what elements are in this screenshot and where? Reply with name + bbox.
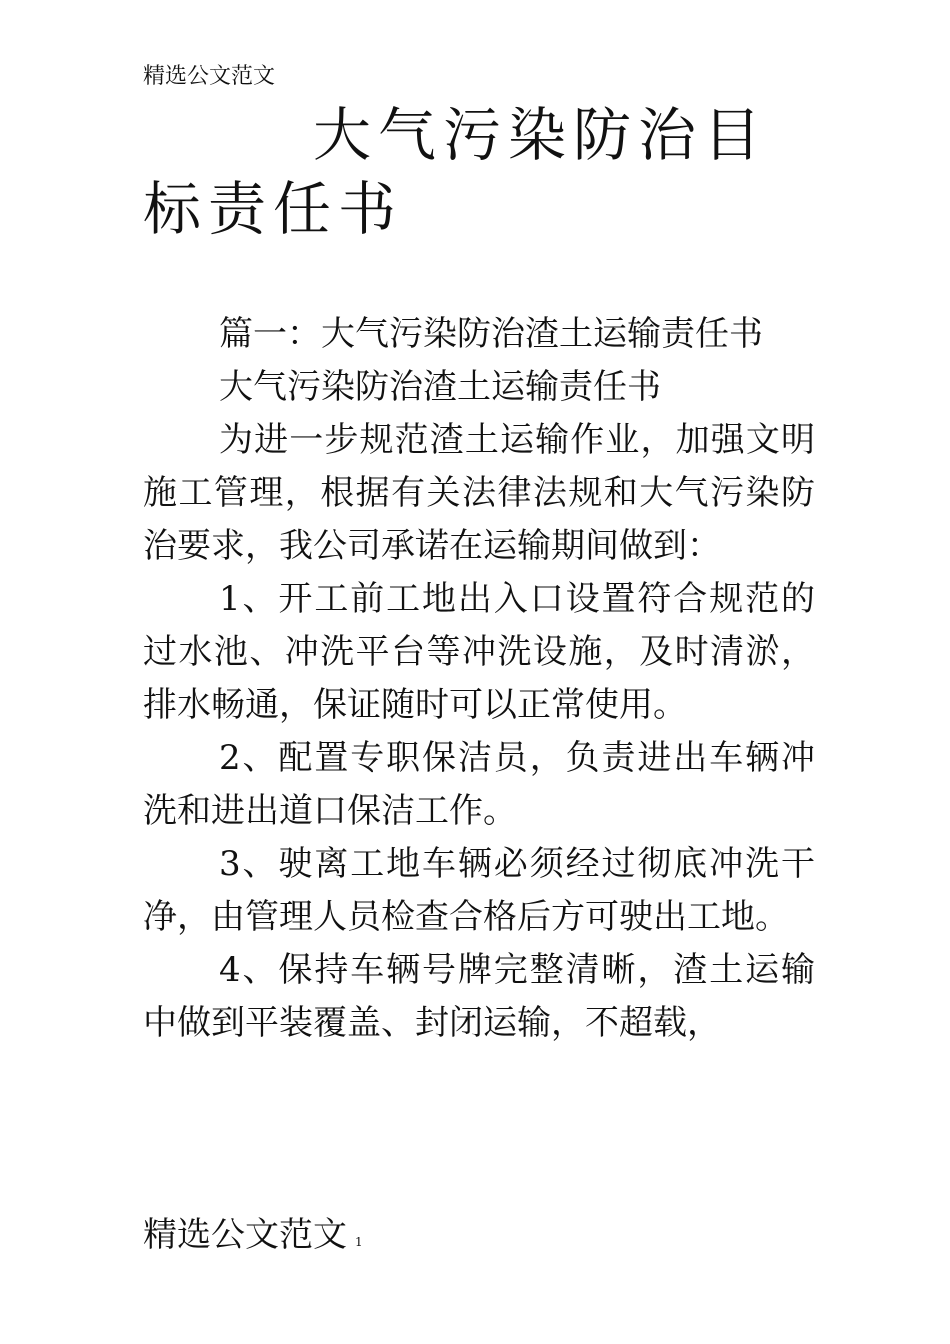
- section-heading: 篇一：大气污染防治渣土运输责任书: [219, 314, 763, 354]
- subsection-title: 大气污染防治渣土运输责任书: [219, 367, 661, 407]
- intro-paragraph: 为进一步规范渣土运输作业，加强文明施工管理，根据有关法律法规和大气污染防治要求，我公司承诺在运输期间做到：: [143, 420, 815, 566]
- clause-4: 4、保持车辆号牌完整清晰，渣土运输中做到平装覆盖、封闭运输，不超载，: [143, 950, 815, 1043]
- page-header: 精选公文范文: [143, 64, 276, 89]
- footer-label: 精选公文范文: [143, 1215, 347, 1255]
- page-footer: [143, 1211, 363, 1266]
- clause-3: 3、驶离工地车辆必须经过彻底冲洗干净，由管理人员检查合格后方可驶出工地。: [143, 844, 815, 937]
- page-number: 1: [355, 1235, 363, 1249]
- clause-2: 2、配置专职保洁员，负责进出车辆冲洗和进出道口保洁工作。: [143, 738, 815, 831]
- document-title: 大气污染防治目标责任书: [143, 101, 769, 243]
- document-body: [143, 308, 815, 1050]
- clause-1: 1、开工前工地出入口设置符合规范的过水池、冲洗平台等冲洗设施，及时清淤，排水畅通，保证随时可以正常使用。: [143, 579, 815, 725]
